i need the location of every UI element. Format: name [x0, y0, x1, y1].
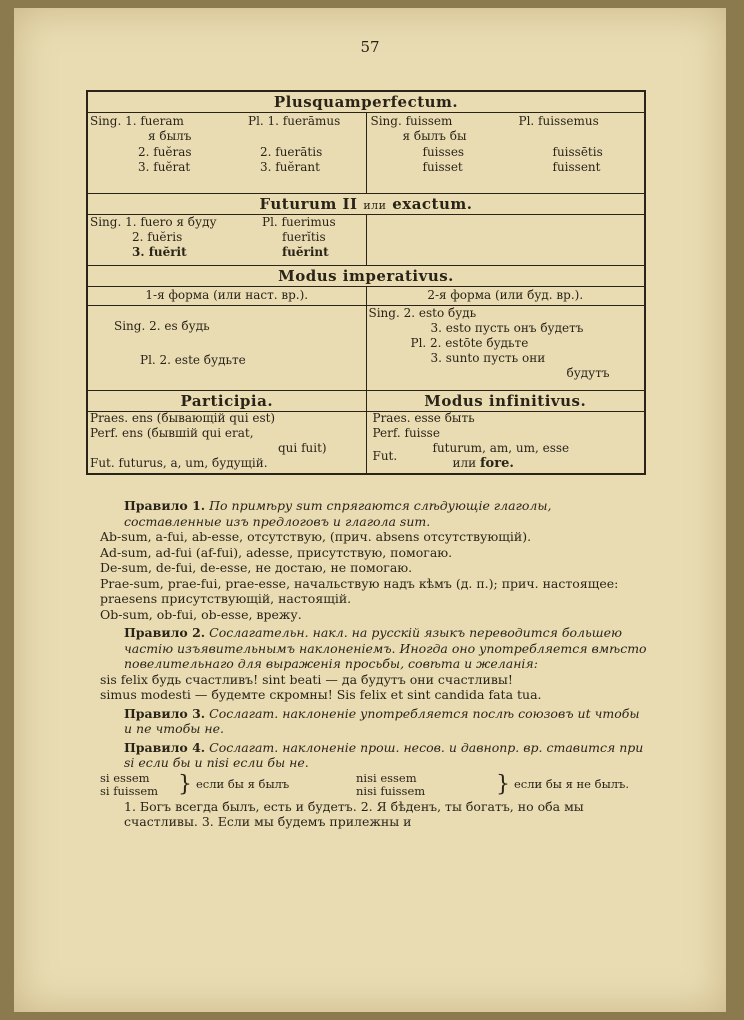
- cond-nisi-essem: nisi essem: [356, 770, 417, 785]
- participia-cell: [88, 391, 366, 473]
- imperativus-future: [366, 306, 645, 390]
- fut-l1a: Sing. 1. fuero я буду: [90, 215, 217, 229]
- fut-l3b: fuĕrint: [282, 245, 329, 259]
- imp-r4: 3. sunto пусть они: [430, 350, 546, 365]
- plusq-r-pl3: fuissent: [552, 160, 601, 174]
- futurum-title-c: exactum.: [392, 195, 473, 213]
- cond-nisi-fuissem: nisi fuissem: [356, 783, 426, 798]
- book-page: [14, 8, 726, 1012]
- participia-infinitivus-row: [88, 391, 644, 473]
- plusq-r-sing2: fuisses: [422, 145, 465, 159]
- plusq-l-pl2: 2. fuerātis: [260, 145, 323, 159]
- part-perf: Perf. ens (бывшій qui erat,: [90, 425, 254, 440]
- futurum-title-a: Futurum II: [259, 195, 358, 213]
- plusq-l-sing1: Sing. 1. fueram: [90, 114, 184, 128]
- rule2-example-2: simus modesti — будемте скромны! Sis felix et sint candida fata tua.: [100, 687, 542, 702]
- part-praes: Praes. ens (бывающій qui est): [90, 410, 276, 425]
- plusq-l-pl3: 3. fuĕrant: [260, 160, 320, 174]
- rule2-label: Правило 2.: [124, 625, 206, 640]
- infinitivus-cell: [366, 391, 645, 473]
- plusquamperfectum-header: Plusquamperfectum.: [88, 92, 644, 113]
- imp-r1: Sing. 2. esto будь: [368, 305, 477, 320]
- participia-header: Participia.: [88, 391, 366, 412]
- cond-gloss-2: если бы я не былъ.: [514, 777, 629, 791]
- rule3-text: Сослагат. наклоненіе употребляется послѣ союзовъ ut чтобы и ne чтобы не.: [124, 705, 640, 736]
- conjugation-table: [86, 90, 646, 475]
- cond-brace-1: }: [178, 771, 192, 797]
- inf-fut1: futurum, am, um, esse: [432, 440, 570, 455]
- rule1-line-3: De-sum, de-fui, de-esse, не достаю, не помогаю.: [100, 560, 413, 575]
- imperativus-present: [88, 306, 366, 390]
- plusq-l-sing3: 3. fuĕrat: [138, 160, 191, 174]
- cond-col2: [356, 772, 496, 798]
- futurum-forms: [88, 215, 366, 265]
- rule4-label: Правило 4.: [124, 739, 206, 755]
- imp-r3: Pl. 2. estōte будьте: [410, 335, 529, 350]
- rule1-label: Правило 1.: [124, 498, 206, 513]
- rule3-label: Правило 3.: [124, 705, 206, 721]
- imperativus-row: [88, 306, 644, 391]
- imperativus-form1: 1-я форма (или наст. вр.).: [145, 288, 309, 302]
- inf-fut2: [453, 457, 514, 471]
- fut-l2a: 2. fuĕris: [132, 230, 183, 244]
- rule1-text: По примѣру sum спрягаются слѣдующіе глаголы, составленные изъ предлоговъ и глагола sum.: [124, 498, 552, 529]
- futurum-row: [88, 215, 644, 266]
- fut-l3a: 3. fuĕrit: [132, 245, 187, 259]
- plusq-r-sing1: Sing. fuissem: [370, 114, 453, 128]
- body-text: [100, 498, 648, 830]
- part-fut: Fut. futurus, a, um, будущій.: [90, 455, 268, 470]
- rule4-heading: [100, 740, 648, 771]
- plusquamperfectum-row: [88, 113, 644, 194]
- imp-r5: будутъ: [566, 365, 610, 380]
- imperativus-form2: 2-я форма (или буд. вр.).: [366, 287, 645, 305]
- rule1-line-4: Prae-sum, prae-fui, prae-esse, начальствую надъ кѣмъ (д. п.); прич. настоящее: praesens присутствующій, настоящій.: [100, 575, 619, 606]
- inf-fut2b: fore.: [479, 455, 514, 471]
- inf-fut-label: Fut.: [372, 448, 398, 463]
- plusq-r-gloss: я былъ бы: [402, 129, 467, 143]
- rule2-heading: [100, 625, 648, 672]
- rule1-line-2: Ad-sum, ad-fui (af-fui), adesse, присутствую, помогаю.: [100, 544, 453, 560]
- futurum-title-b: или: [363, 199, 387, 212]
- inf-praes: Praes. esse быть: [372, 410, 475, 425]
- imperativus-forms-row: [88, 287, 644, 306]
- imp-left2: Pl. 2. este будьте: [140, 352, 246, 367]
- part-perf2: qui fuit): [278, 440, 327, 455]
- exercise-text: 1. Богъ всегда былъ, есть и будетъ. 2. Я бѣденъ, ты богатъ, но оба мы счастливы. 3. Если мы будемъ прилежны и: [124, 798, 584, 829]
- cond-gloss-1: если бы я былъ: [196, 777, 290, 791]
- conditional-table: [100, 772, 648, 798]
- fut-l2b: fuerĭtis: [282, 230, 326, 244]
- page-number: 57: [360, 38, 380, 56]
- infinitivus-header: Modus infinitivus.: [367, 391, 645, 412]
- rule1-line-1: Ab-sum, a-fui, ab-esse, отсутствую, (прич. absens отсутствующій).: [100, 529, 532, 544]
- plusq-indicative: [88, 113, 366, 193]
- cond-brace-2: }: [496, 771, 510, 797]
- plusq-l-pl1: Pl. 1. fuerāmus: [248, 114, 341, 128]
- cond-si-fuissem: si fuissem: [100, 783, 159, 798]
- fut-l1b: Pl. fuerimus: [262, 215, 336, 229]
- rule3-heading: [100, 706, 648, 737]
- plusq-subjunctive: [366, 113, 645, 193]
- rule1-line-5: Ob-sum, ob-fui, ob-esse, врежу.: [100, 606, 302, 622]
- rule2-example-1: sis felix будь счастливъ! sint beati — да будутъ они счастливы!: [100, 671, 513, 687]
- futurum-header: [88, 194, 644, 215]
- rule1-heading: [100, 498, 648, 529]
- imperativus-header: Modus imperativus.: [88, 266, 644, 287]
- inf-fut2a: или: [452, 455, 477, 470]
- plusq-r-sing3: fuisset: [422, 160, 463, 174]
- plusq-r-pl1: Pl. fuissemus: [518, 114, 599, 128]
- cond-si-essem: si essem: [100, 770, 150, 785]
- plusq-l-sing2: 2. fuĕras: [138, 145, 192, 159]
- cond-col1: [100, 772, 178, 798]
- imp-r2: 3. esto пусть онъ будетъ: [430, 320, 584, 335]
- rule2-text: Сослагательн. накл. на русскій языкъ переводится большею частію изъявительнымъ наклоненіемъ. Иногда оно употребляется вмѣсто повелительнаго для выраженія просьбы, совѣта и желанія:: [124, 625, 647, 671]
- imp-left1: Sing. 2. es будь: [114, 318, 210, 333]
- inf-perf: Perf. fuisse: [372, 425, 440, 440]
- plusq-r-pl2: fuissētis: [552, 145, 603, 159]
- rule4-text: Сослагат. наклоненіе прош. несов. и давнопр. вр. ставится при si если бы и nisi если бы не.: [124, 739, 644, 770]
- futurum-empty: [366, 215, 645, 265]
- plusq-l-gloss: я былъ: [148, 129, 192, 143]
